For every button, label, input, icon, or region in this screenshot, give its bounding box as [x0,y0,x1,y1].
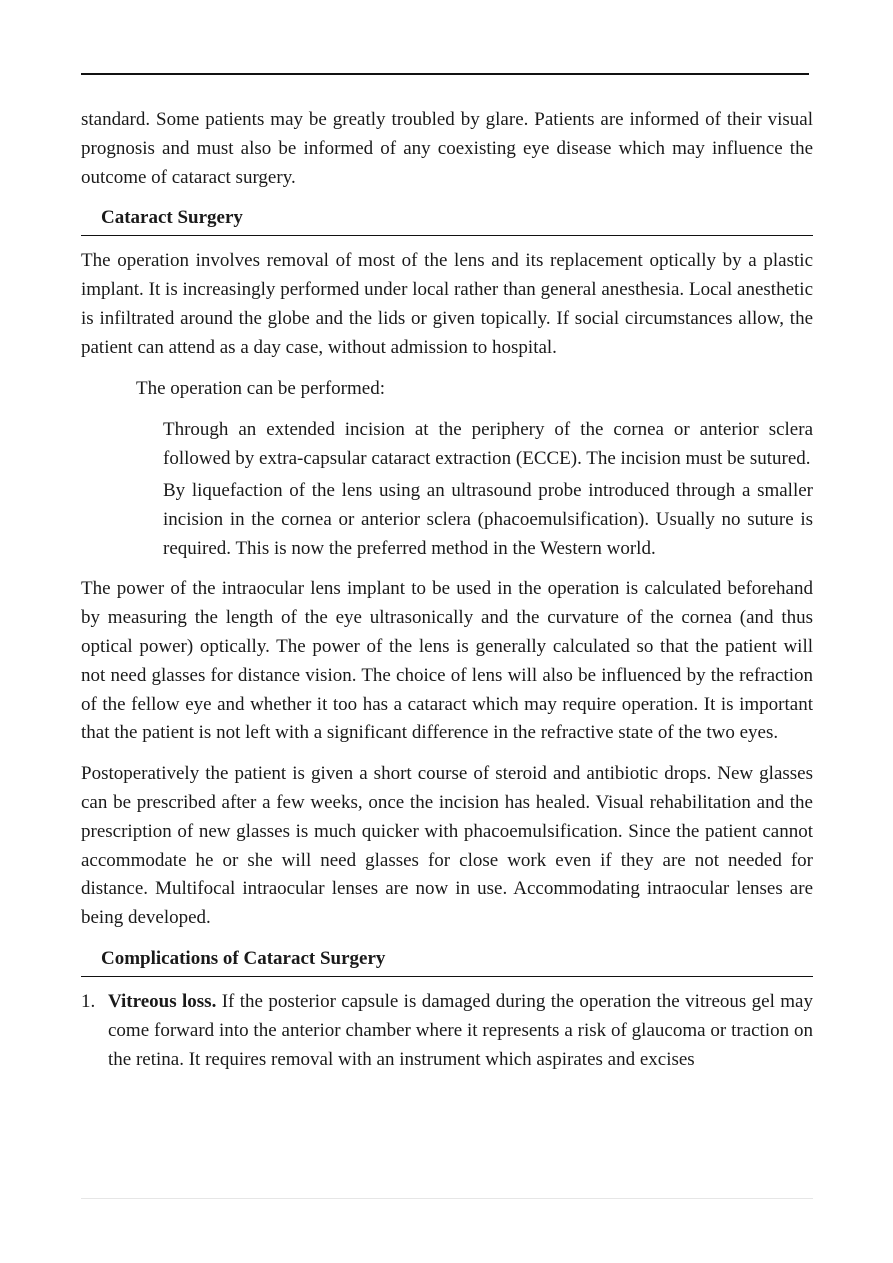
cataract-surgery-paragraph-3: Postoperatively the patient is given a short course of steroid and antibiotic drops. New glasses can be prescribed after a few weeks, once the incision has healed. Visual rehabilitation and the prescription of new glasses is much quicker with phacoemulsification. Since the patient cannot accommodate he or she will need glasses for close work even if they are not needed for distance. Multifocal intraocular lenses are now in use. Accommodating intraocular lenses are being developed. [81,763,813,929]
cataract-surgery-paragraph-1: The operation involves removal of most of the lens and its replacement optically by a plastic implant. It is increasingly performed under local rather than general anesthesia. Local anesthetic is infiltrated around the globe and the lids or given topically. If social circumstances allow, the patient can attend as a day case, without admission to hospital. [81,250,813,358]
complication-title: Vitreous loss. [108,990,217,1012]
footer-rule [81,1198,813,1199]
section-heading-complications: Complications of Cataract Surgery [81,945,813,977]
document-page [81,0,813,1263]
complication-body [108,988,813,1074]
complication-text: If the posterior capsule is damaged during the operation the vitreous gel may come forward into the anterior chamber where it represents a risk of glaucoma or traction on the retina. It requires removal with an instrument which aspirates and excises [108,990,813,1070]
methods-list [81,416,813,563]
complication-item [81,988,813,1074]
header-rule [81,73,809,75]
intro-paragraph: standard. Some patients may be greatly troubled by glare. Patients are informed of their visual prognosis and must also be informed of any coexisting eye disease which may influence the outcome of cataract surgery. [81,109,813,188]
section-heading-cataract-surgery: Cataract Surgery [81,204,813,236]
methods-intro: The operation can be performed: [136,377,385,399]
method-item-ecce: Through an extended incision at the periphery of the cornea or anterior sclera followed by extra-capsular cataract extraction (ECCE). The incision must be sutured. [163,419,813,470]
complication-number: 1. [81,990,96,1012]
method-item-phaco: By liquefaction of the lens using an ultrasound probe introduced through a smaller incision in the cornea or anterior sclera (phacoemulsification). Usually no suture is required. This is now the preferred method in the Western world. [163,479,813,559]
page-content [81,106,813,1074]
cataract-surgery-paragraph-2: The power of the intraocular lens implant to be used in the operation is calculated beforehand by measuring the length of the eye ultrasonically and the curvature of the cornea (and thus optical power) optically. The power of the lens is generally calculated so that the patient will not need glasses for distance vision. The choice of lens will also be influenced by the refraction of the fellow eye and whether it too has a cataract which may require operation. It is important that the patient is not left with a significant difference in the refractive state of the two eyes. [81,578,813,744]
